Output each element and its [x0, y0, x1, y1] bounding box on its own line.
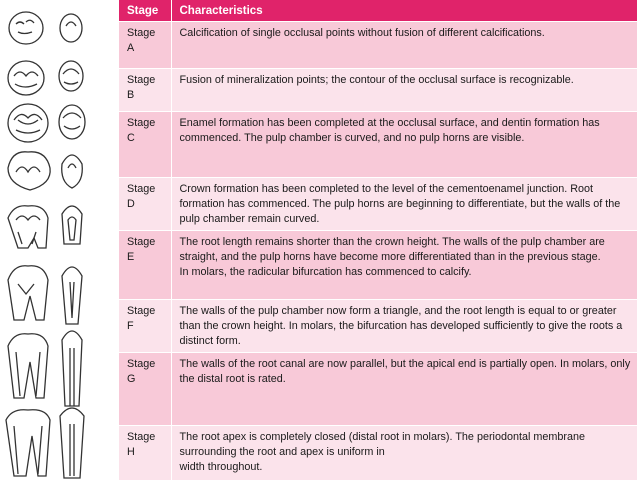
stage-cell: Stage A: [119, 22, 171, 69]
table-row: [119, 353, 638, 426]
stage-cell: Stage C: [119, 112, 171, 178]
characteristics-column-header: Characteristics: [171, 0, 638, 22]
characteristics-cell: The walls of the pulp chamber now form a triangle, and the root length is equal to or greater than the crown height. In molars, the bifurcation has developed sufficiently to give the roots a distinct form.: [171, 300, 638, 353]
tooth-stage-c-molar-drawing: [8, 104, 48, 142]
characteristics-cell: Crown formation has been completed to the level of the cementoenamel junction. Root formation has commenced. The pulp horns are beginning to differentiate, but the walls of the pulp chamber remain curved.: [171, 178, 638, 231]
characteristics-cell: The root length remains shorter than the crown height. The walls of the pulp chamber are straight, and the pulp horns have become more differentiated than in the previous stage. In molars, the radicular bifurcation has commenced to calcify.: [171, 231, 638, 300]
stage-cell: Stage H: [119, 426, 171, 480]
table-row: [119, 426, 638, 480]
tooth-stage-f-molar-drawing: [8, 266, 48, 320]
table-row: [119, 112, 638, 178]
table-header-row: [119, 0, 638, 22]
tooth-stage-c-premolar-drawing: [59, 105, 85, 139]
tooth-development-illustrations: [0, 0, 118, 479]
stage-column-header: Stage: [119, 0, 171, 22]
characteristics-cell: The walls of the root canal are now parallel, but the apical end is partially open. In molars, only the distal root is rated.: [171, 353, 638, 426]
tooth-stage-e-premolar-drawing: [62, 206, 82, 244]
table-row: [119, 178, 638, 231]
tooth-stage-g-premolar-drawing: [62, 331, 82, 406]
characteristics-cell: The root apex is completely closed (distal root in molars). The periodontal membrane surrounding the root and apex is uniform in width throughout.: [171, 426, 638, 480]
stage-cell: Stage F: [119, 300, 171, 353]
stage-cell: Stage D: [119, 178, 171, 231]
tooth-stage-d-premolar-drawing: [62, 155, 83, 188]
stage-cell: Stage B: [119, 69, 171, 112]
tooth-stage-a-molar-drawing: [9, 12, 43, 44]
tooth-stage-b-molar-drawing: [8, 61, 44, 95]
tooth-stage-b-premolar-drawing: [59, 61, 83, 91]
stage-cell: Stage G: [119, 353, 171, 426]
stage-cell: Stage E: [119, 231, 171, 300]
table-row: [119, 231, 638, 300]
tooth-stage-h-premolar-drawing: [60, 408, 84, 478]
tooth-stage-d-molar-drawing: [8, 152, 50, 190]
tooth-stage-g-molar-drawing: [8, 334, 48, 398]
characteristics-cell: Fusion of mineralization points; the contour of the occlusal surface is recognizable.: [171, 69, 638, 112]
characteristics-cell: Enamel formation has been completed at the occlusal surface, and dentin formation has commenced. The pulp chamber is curved, and no pulp horns are visible.: [171, 112, 638, 178]
table-row: [119, 300, 638, 353]
tooth-stage-a-premolar-drawing: [60, 14, 82, 42]
tooth-stage-e-molar-drawing: [8, 206, 48, 248]
table-row: [119, 69, 638, 112]
tooth-stage-f-premolar-drawing: [62, 267, 82, 324]
stages-table: [119, 0, 638, 480]
tooth-stage-h-molar-drawing: [6, 410, 50, 476]
characteristics-cell: Calcification of single occlusal points without fusion of different calcifications.: [171, 22, 638, 69]
table-row: [119, 22, 638, 69]
